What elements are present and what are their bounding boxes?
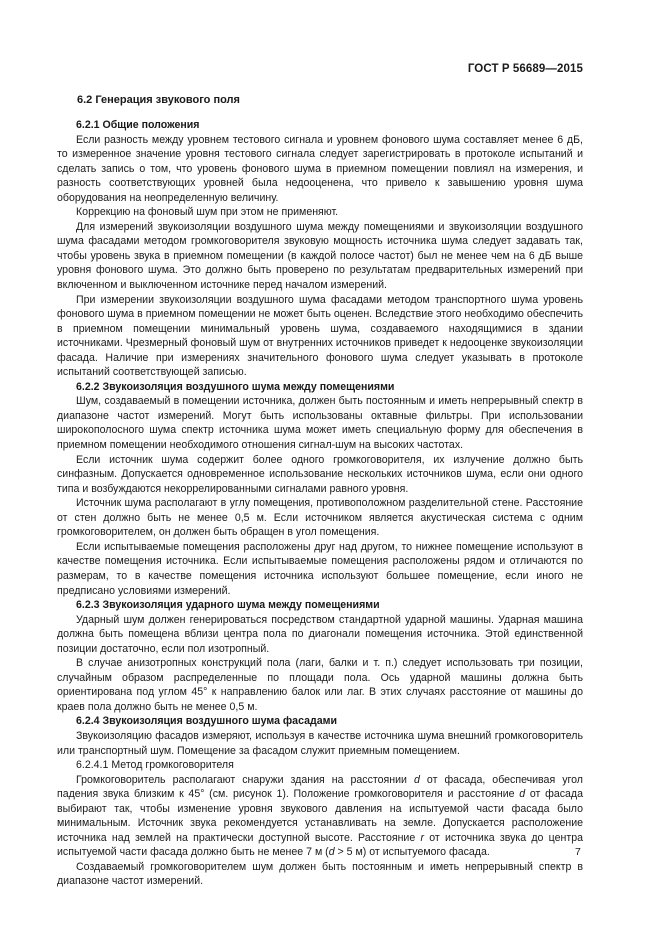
variable-r: r [420,831,424,844]
text-run: Громкоговоритель располагают снаружи здания на расстоянии [76,773,414,786]
paragraph: Для измерений звукоизоляции воздушного шума между помещениями и звукоизоляции воздушного шума фасадами методом громкоговорителя звуковую мощность источника шума следует задавать так, чтобы уровень звука в приемном помещении (в каждой полосе частот) был не менее чем на 6 дБ выше уровня фонового шума. Это должно быть проверено по результатам предварительных измерений при включенном и выключенном источнике перед началом измерений. [57,220,583,292]
variable-d: d [328,846,335,859]
text-run: > 5 м) от испытуемого фасада. [334,846,490,859]
subsection-title-6-2-4-1: 6.2.4.1 Метод громкоговорителя [76,759,234,772]
subsection-title-6-2-1: 6.2.1 Общие положения [76,119,200,131]
paragraph: Шум, создаваемый в помещении источника, должен быть постоянным и иметь непрерывный спектр в диапазоне частот измерений. Могут быть использованы октавные фильтры. При использовании широкополосного шума спектр источника шума может иметь специальную форму для обеспечения в приемном помещении необходимого отношения сигнал-шум на высоких частотах. [57,395,583,452]
subsection-title-6-2-3: 6.2.3 Звукоизоляция ударного шума между помещениями [76,599,380,612]
variable-d: d [519,788,526,801]
subsection-title-6-2-2: 6.2.2 Звукоизоляция воздушного шума между помещениями [76,380,395,393]
text-run: от фасада выбирают так, чтобы изменение уровня звукового давления на испытуемой части фасада было минимальным. Источник звука рекомендуется устанавливать на земле. Допускается расположение источника над землей на практически доступной высоте. Расстояние [57,788,583,844]
paragraph: При измерении звукоизоляции воздушного шума фасадами методом транспортного шума уровень фонового шума в приемном помещении не может быть оценен. Вследствие этого необходимо обеспечить в приемном помещении минимальный уровень шума, создаваемого находящимися в здании источниками. Чрезмерный фоновый шум от внутренних источников приведет к недооценке звукоизоляции фасада. Наличие при измерениях значительного фонового шума следует указывать в протоколе испытаний соответствующей записью. [57,293,583,379]
paragraph: Если разность между уровнем тестового сигнала и уровнем фонового шума составляет менее 6 дБ, то измеренное значение уровня тестового сигнала следует зарегистрировать в протоколе испытаний и сделать запись о том, что уровень фонового шума в приемном помещении повлиял на измерения, и разность соответствующих уровней была недооценена, что привело к завышению уровня шума оборудования на неопределенную величину. [57,133,583,204]
page-number: 7 [575,846,581,858]
text-run: от фасада, обеспечивая угол падения звука близким к 45° (см. рисунок 1). Положение громкоговорителя и расстояние [57,773,583,801]
paragraph: Если источник шума содержит более одного громкоговорителя, их излучение должно быть синфазным. Допускается одновременное использование нескольких источников шума, если они одного типа и возбуждаются некоррелированными сигналами равного уровня. [57,453,583,495]
paragraph [57,773,583,860]
paragraph: В случае анизотропных конструкций пола (лаги, балки и т. п.) следует использовать три позиции, случайным образом распределенные по площади пола. Ось ударной машины должна быть ориентирована под углом 45° к направлению балок или лаг. В этих случаях расстояние от машины до краев пола должно быть не менее 0,5 м. [57,657,583,713]
paragraph: Ударный шум должен генерироваться посредством стандартной ударной машины. Ударная машина должна быть помещена вблизи центра пола по диагонали помещения источника. Этой единственной позиции достаточно, если пол изотропный. [57,613,583,655]
document-code: ГОСТ Р 56689—2015 [467,63,583,75]
paragraph: Источник шума располагают в углу помещения, противоположном разделительной стене. Расстояние от стен должно быть не менее 0,5 м. Если источником является акустическая система с одним громкоговорителем, он должен быть обращен в угол помещения. [57,497,583,539]
variable-d: d [413,773,420,786]
paragraph: Если испытываемые помещения расположены друг над другом, то нижнее помещение используют в качестве помещения источника. Если испытываемые помещения расположены рядом и отличаются по размерам, то в качестве помещения источника используют большее помещение, если иного не предписано условиями измерений. [57,540,583,597]
paragraph: Коррекцию на фоновый шум при этом не применяют. [76,206,339,219]
paragraph: Создаваемый громкоговорителем шум должен быть постоянным и иметь непрерывный спектр в диапазоне частот измерений. [57,860,583,888]
text-run: от источника звука до центра испытуемой части фасада должно быть не менее 7 м ( [57,831,583,859]
paragraph: Звукоизоляцию фасадов измеряют, используя в качестве источника шума внешний громкоговоритель или транспортный шум. Помещение за фасадом служит приемным помещением. [57,729,583,757]
section-title: 6.2 Генерация звукового поля [77,94,240,106]
subsection-title-6-2-4: 6.2.4 Звукоизоляция воздушного шума фасадами [76,715,337,728]
body-text [57,118,583,889]
